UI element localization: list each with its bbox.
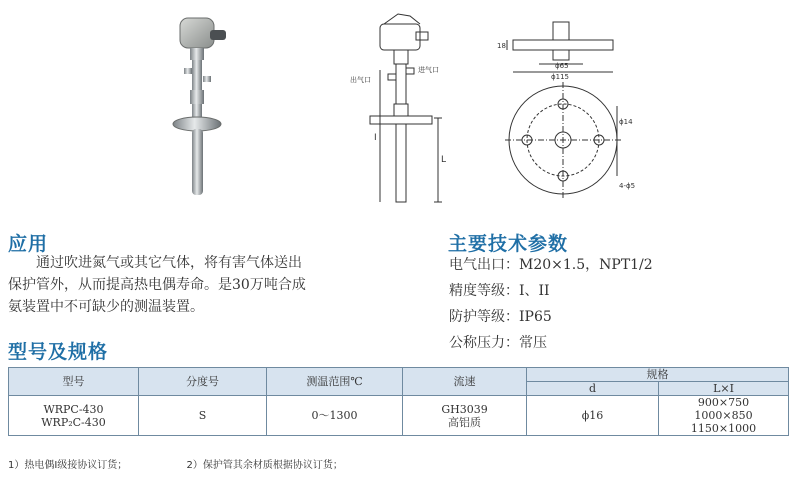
lxl-3: 1150×1000	[690, 422, 757, 435]
header-lxl: L×I	[659, 382, 789, 396]
inlet-label: 进气口	[418, 66, 439, 74]
flow-1: GH3039	[441, 402, 488, 416]
note-2: 2）保护管其余材质根据协议订货；	[186, 460, 343, 471]
cell-range: 0～1300	[267, 396, 403, 436]
spec-nominal-pressure: 公称压力：常压	[449, 335, 547, 351]
table-row	[9, 396, 789, 436]
specs-heading: 主要技术参数	[448, 233, 569, 255]
application-line-1: 通过吹进氮气或其它气体，将有害气体送出	[36, 255, 302, 271]
lxl-1: 900×750	[697, 396, 750, 409]
dim-4d5-label: 4-ϕ5	[619, 182, 636, 190]
cell-flow	[403, 396, 527, 436]
header-spec: 规格	[527, 368, 789, 382]
header-division: 分度号	[139, 368, 267, 396]
note-1: 1）热电偶I级接协议订货；	[8, 460, 128, 471]
header-flow: 流速	[403, 368, 527, 396]
flange-drawing	[495, 12, 636, 208]
application-line-3: 氨装置中不可缺少的测温装置。	[8, 299, 204, 315]
spec-electrical-outlet: 电气出口：M20×1.5，NPT1/2	[449, 257, 653, 273]
header-model: 型号	[9, 368, 139, 396]
lxl-2: 1000×850	[694, 409, 753, 422]
dim-d65-label: ϕ65	[555, 62, 569, 70]
dim-d115-label: ϕ115	[551, 73, 569, 81]
header-range: 测温范围℃	[267, 368, 403, 396]
cell-lxl	[659, 396, 789, 436]
side-elevation-drawing	[340, 10, 450, 210]
dim-i-label: I	[374, 133, 377, 143]
model-2: WRP₂C-430	[41, 415, 106, 429]
spec-protection-class: 防护等级：IP65	[449, 309, 552, 325]
dim-d14-label: ϕ14	[619, 118, 633, 126]
models-heading: 型号及规格	[8, 341, 109, 363]
model-1: WRPC-430	[43, 402, 104, 416]
models-table	[8, 367, 789, 436]
flow-2: 高铝质	[448, 415, 481, 429]
application-heading: 应用	[8, 233, 49, 255]
spec-accuracy-class: 精度等级：I、II	[449, 283, 550, 299]
header-d: d	[527, 382, 659, 396]
product-photo	[170, 12, 240, 200]
cell-division: S	[139, 396, 267, 436]
cell-models	[9, 396, 139, 436]
dim-18-label: 18	[497, 42, 506, 50]
application-text	[8, 252, 388, 318]
notes	[8, 456, 399, 471]
application-line-2: 保护管外，从而提高热电偶寿命。是30万吨合成	[8, 277, 306, 293]
specs-list	[449, 252, 653, 356]
outlet-label: 出气口	[350, 76, 371, 84]
cell-d: ϕ16	[527, 396, 659, 436]
dim-l-label: L	[441, 155, 447, 165]
